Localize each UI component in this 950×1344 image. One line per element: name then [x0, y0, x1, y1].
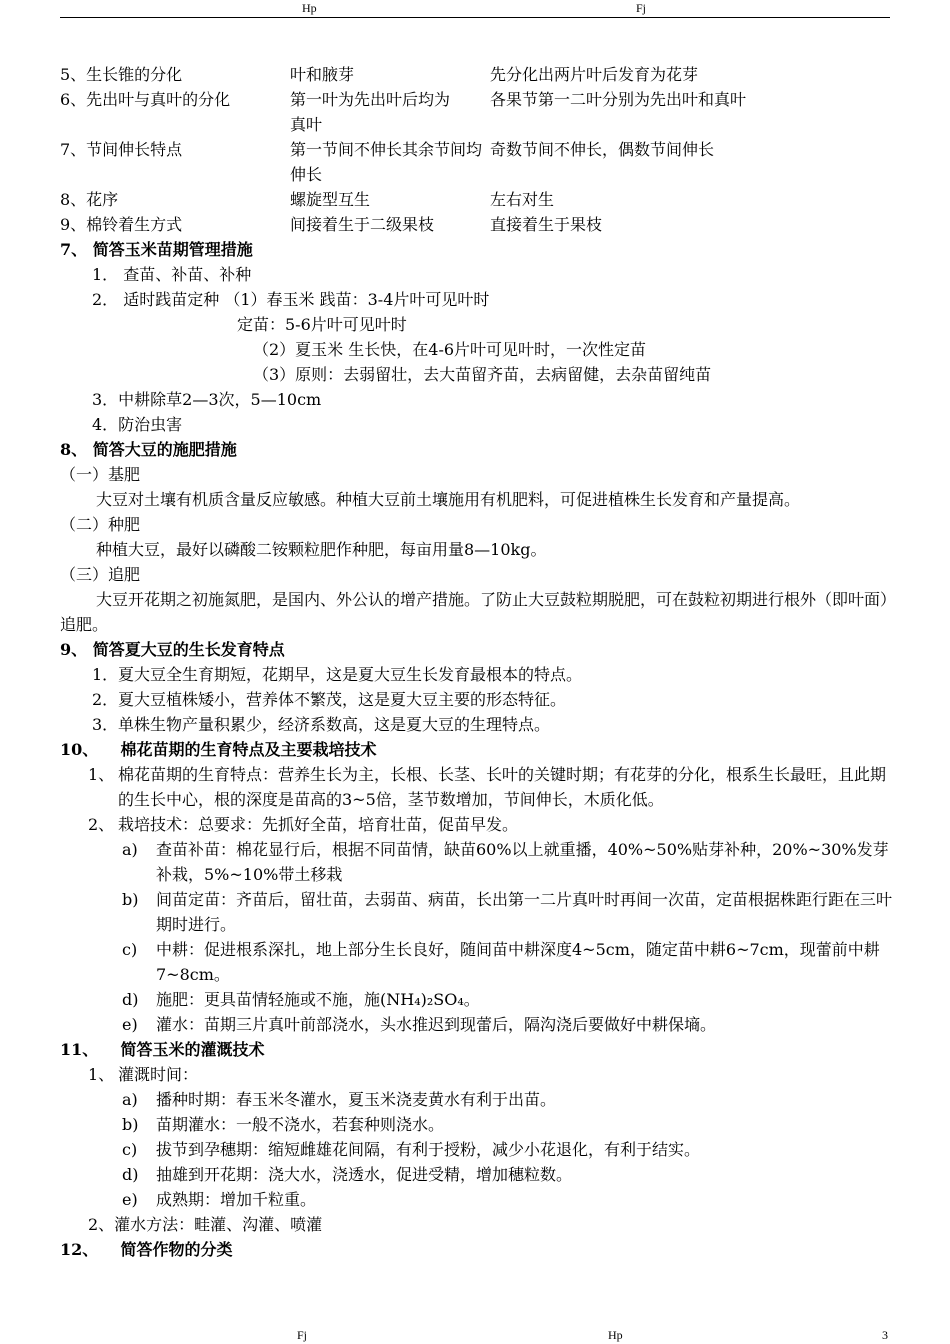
- header-right: Fj: [636, 1, 647, 15]
- section-heading: 7、 简答玉米苗期管理措施: [60, 240, 253, 259]
- page-number: 3: [882, 1328, 888, 1342]
- table-cell: 奇数节间不伸长，偶数节间伸长: [490, 140, 715, 159]
- list-text: 成熟期：增加千粒重。: [156, 1190, 317, 1209]
- table-cell: 7、节间伸长特点: [60, 140, 183, 159]
- list-number: a): [122, 840, 138, 859]
- table-row: [60, 212, 892, 237]
- table-cell: 直接着生于果枝: [490, 215, 603, 234]
- list-text: 夏大豆植株矮小，营养体不繁茂，这是夏大豆主要的形态特征。: [118, 690, 567, 709]
- list-text: 间苗定苗：齐苗后，留壮苗，去弱苗、病苗，长出第一二片真叶时再间一次苗，定苗根据株距行距在三叶期时进行。: [156, 890, 893, 934]
- table-cell: 螺旋型互生: [290, 190, 371, 209]
- table-cell: 间接着生于二级果枝: [290, 215, 435, 234]
- list-item: [60, 812, 892, 837]
- list-text: 夏大豆全生育期短，花期早，这是夏大豆生长发育最根本的特点。: [118, 665, 583, 684]
- list-text: 栽培技术：总要求：先抓好全苗，培育壮苗，促苗早发。: [118, 815, 519, 834]
- list-number: 1、: [88, 765, 115, 784]
- table-cell: 第一叶为先出叶后均为真叶: [290, 90, 451, 134]
- list-text: 单株生物产量积累少，经济系数高，这是夏大豆的生理特点。: [118, 715, 551, 734]
- list-text: 灌水：苗期三片真叶前部浇水，头水推迟到现蕾后，隔沟浇后要做好中耕保墒。: [156, 1015, 717, 1034]
- list-item: [60, 1162, 892, 1187]
- section-heading: 10、 棉花苗期的生育特点及主要栽培技术: [60, 740, 377, 759]
- list-item: [60, 1012, 892, 1037]
- table-cell: 各果节第一二叶分别为先出叶和真叶: [490, 90, 747, 109]
- table-row: [60, 137, 892, 187]
- list-item: [60, 662, 892, 687]
- section-heading: 8、 简答大豆的施肥措施: [60, 440, 237, 459]
- list-number: e): [122, 1015, 138, 1034]
- list-number: 2．: [92, 690, 119, 709]
- list-text: 灌溉时间：: [118, 1065, 199, 1084]
- list-item: 1． 查苗、补苗、补种: [92, 265, 252, 284]
- list-number: c): [122, 940, 138, 959]
- list-text: 播种时期：春玉米冬灌水，夏玉米浇麦黄水有利于出苗。: [156, 1090, 557, 1109]
- table-cell: 5、生长锥的分化: [60, 65, 183, 84]
- list-item: [60, 687, 892, 712]
- list-text: 施肥：更具苗情轻施或不施，施(NH₄)₂SO₄。: [156, 990, 480, 1009]
- list-number: b): [122, 890, 139, 909]
- list-item: 4．防治虫害: [92, 415, 183, 434]
- list-number: c): [122, 1140, 138, 1159]
- table-cell: 先分化出两片叶后发育为花芽: [490, 65, 699, 84]
- list-text: 棉花苗期的生育特点：营养生长为主，长根、长茎、长叶的关键时期；有花芽的分化，根系生长最旺，且此期的生长中心，根的深度是苗高的3~5倍，茎节数增加，节间伸长，木质化低。: [118, 765, 887, 809]
- document-body: [60, 62, 892, 1262]
- list-item: [60, 987, 892, 1012]
- list-text: 查苗补苗：棉花显行后，根据不同苗情，缺苗60%以上就重播，40%~50%贴芽补种，20%~30%发芽补栽，5%~10%带土移栽: [156, 840, 889, 884]
- table-cell: 左右对生: [490, 190, 555, 209]
- subsection-heading: （二）种肥: [60, 515, 141, 534]
- list-number: 3．: [92, 715, 119, 734]
- list-number: e): [122, 1190, 138, 1209]
- list-item: （2）夏玉米 生长快，在4-6片叶可见叶时，一次性定苗: [253, 340, 647, 359]
- footer-left: Fj: [297, 1328, 308, 1342]
- list-item: [60, 837, 892, 887]
- table-row: [60, 62, 892, 87]
- list-item: [60, 1137, 892, 1162]
- list-number: d): [122, 1165, 139, 1184]
- paragraph: 大豆开花期之初施氮肥，是国内、外公认的增产措施。了防止大豆鼓粒期脱肥，可在鼓粒初期进行根外（即叶面）追肥。: [60, 590, 889, 634]
- list-item: 3．中耕除草2—3次，5—10cm: [92, 390, 322, 409]
- list-item: 2、灌水方法：畦灌、沟灌、喷灌: [88, 1215, 323, 1234]
- section-heading: 11、 简答玉米的灌溉技术: [60, 1040, 265, 1059]
- subsection-heading: （一）基肥: [60, 465, 141, 484]
- page-header: [60, 0, 890, 18]
- section-heading: 12、 简答作物的分类: [60, 1240, 233, 1259]
- list-number: d): [122, 990, 139, 1009]
- list-item: [60, 762, 892, 812]
- list-item: [60, 712, 892, 737]
- list-number: 2、: [88, 815, 115, 834]
- list-text: 抽雄到开花期：浇大水，浇透水，促进受精，增加穗粒数。: [156, 1165, 573, 1184]
- list-item: 定苗：5-6片叶可见叶时: [237, 315, 407, 334]
- table-row: [60, 187, 892, 212]
- table-cell: 6、先出叶与真叶的分化: [60, 90, 231, 109]
- list-item: [60, 1112, 892, 1137]
- header-left: Hp: [302, 1, 317, 15]
- list-item: [60, 1187, 892, 1212]
- list-item: [60, 1062, 892, 1087]
- table-cell: 8、花序: [60, 190, 119, 209]
- list-item: [60, 937, 892, 987]
- list-number: a): [122, 1090, 138, 1109]
- paragraph: 大豆对土壤有机质含量反应敏感。种植大豆前土壤施用有机肥料，可促进植株生长发育和产量提高。: [96, 490, 801, 509]
- list-item: （3）原则：去弱留壮，去大苗留齐苗，去病留健，去杂苗留纯苗: [253, 365, 712, 384]
- table-cell: 叶和腋芽: [290, 65, 355, 84]
- table-row: [60, 87, 892, 137]
- list-item: 2． 适时践苗定种 （1）春玉米 践苗：3-4片叶可见叶时: [92, 290, 490, 309]
- list-text: 拔节到孕穗期：缩短雌雄花间隔，有利于授粉，减少小花退化，有利于结实。: [156, 1140, 701, 1159]
- table-cell: 9、棉铃着生方式: [60, 215, 183, 234]
- list-item: [60, 887, 892, 937]
- list-number: b): [122, 1115, 139, 1134]
- list-number: 1、: [88, 1065, 115, 1084]
- list-text: 苗期灌水：一般不浇水，若套种则浇水。: [156, 1115, 445, 1134]
- table-cell: 第一节间不伸长其余节间均伸长: [290, 140, 483, 184]
- subsection-heading: （三）追肥: [60, 565, 141, 584]
- section-heading: 9、 简答夏大豆的生长发育特点: [60, 640, 285, 659]
- list-text: 中耕：促进根系深扎，地上部分生长良好，随间苗中耕深度4~5cm，随定苗中耕6~7cm，现蕾前中耕7~8cm。: [156, 940, 880, 984]
- list-number: 1．: [92, 665, 119, 684]
- paragraph: 种植大豆，最好以磷酸二铵颗粒肥作种肥，每亩用量8—10kg。: [96, 540, 547, 559]
- list-item: [60, 1087, 892, 1112]
- footer-center: Hp: [608, 1328, 623, 1342]
